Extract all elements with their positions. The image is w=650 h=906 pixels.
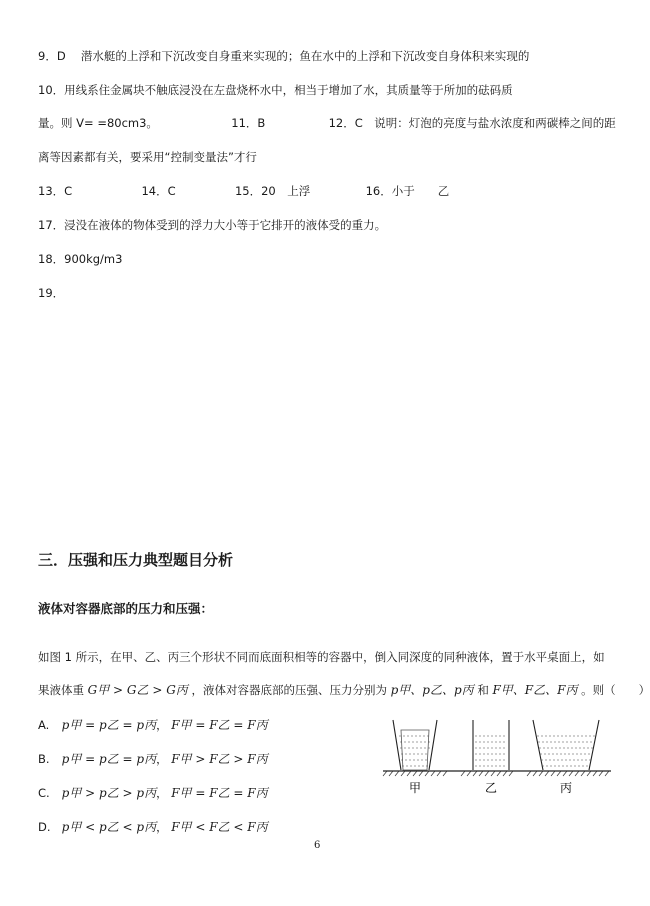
table-surface	[383, 771, 611, 776]
question-line2	[38, 682, 650, 698]
pressure-vars: p甲、p乙、p丙	[390, 683, 474, 697]
question-end: 。则（ ）	[581, 683, 650, 697]
option-letter: C.	[38, 786, 50, 800]
option-force: F甲 > F乙 > F丙	[171, 752, 268, 766]
question-line1: 如图 1 所示，在甲、乙、丙三个形状不同而底面积相等的容器中，倒入同深度的同种液体，置于水平桌面上，如	[38, 650, 605, 664]
figure-label-jia: 甲	[408, 781, 422, 795]
answer-15: 15．20 上浮	[234, 184, 311, 198]
option-pressure: p甲 > p乙 > p丙	[61, 786, 157, 800]
option-a[interactable]: A. p甲 = p乙 = p丙， F甲 = F乙 = F丙	[38, 718, 268, 732]
option-c[interactable]: C. p甲 > p乙 > p丙， F甲 = F乙 = F丙	[38, 786, 268, 800]
answer-19: 19．	[38, 286, 65, 300]
option-letter: D.	[38, 820, 51, 834]
answer-17: 17．浸没在液体的物体受到的浮力大小等于它排开的液体受的重力。	[38, 218, 387, 232]
and-word: 和	[477, 683, 489, 697]
answer-11: 11．B	[231, 116, 266, 130]
option-letter: B.	[38, 752, 50, 766]
section-title: 三．压强和压力典型题目分析	[38, 551, 234, 569]
answer-14: 14．C	[141, 184, 176, 198]
answer-18: 18．900kg/m3	[38, 252, 123, 266]
answers-13-16-line	[38, 183, 449, 199]
answer-13: 13．C	[38, 184, 73, 198]
question-prefix: 果液体重	[38, 683, 84, 697]
option-letter: A.	[38, 718, 50, 732]
option-pressure: p甲 = p乙 = p丙	[61, 718, 157, 732]
question-middle: ，液体对容器底部的压强、压力分别为	[191, 683, 387, 697]
answer-16: 16．小于 乙	[365, 184, 450, 198]
option-pressure: p甲 = p乙 = p丙	[61, 752, 157, 766]
figure-label-yi: 乙	[484, 781, 498, 795]
force-vars: F甲、F乙、F丙	[492, 683, 578, 697]
option-force: F甲 < F乙 < F丙	[171, 820, 268, 834]
answer-10-11-12-line	[38, 115, 616, 131]
section-subtitle: 液体对容器底部的压力和压强：	[38, 601, 214, 616]
option-pressure: p甲 < p乙 < p丙	[61, 820, 157, 834]
answer-9: 9．D 潜水艇的上浮和下沉改变自身重来实现的；鱼在水中的上浮和下沉改变自身体积来实现的	[38, 49, 530, 63]
containers-figure	[383, 716, 613, 796]
container-bing	[533, 720, 599, 770]
page-number: 6	[314, 840, 321, 851]
answer-10-volume: 量。则 V= =80cm3。	[38, 116, 158, 130]
answer-12: 12．C 说明：灯泡的亮度与盐水浓度和两碳棒之间的距	[328, 116, 616, 130]
option-d[interactable]: D. p甲 < p乙 < p丙， F甲 < F乙 < F丙	[38, 820, 268, 834]
answer-12-line2: 离等因素都有关，要采用“控制变量法”才行	[38, 150, 257, 164]
answer-10-line1: 10．用线系住金属块不触底浸没在左盘烧杯水中，相当于增加了水，其质量等于所加的砝码质	[38, 83, 513, 97]
figure-label-bing: 丙	[559, 781, 573, 795]
option-b[interactable]: B. p甲 = p乙 = p丙， F甲 > F乙 > F丙	[38, 752, 268, 766]
weights-relation: G甲 > G乙 > G丙	[87, 683, 188, 697]
container-jia	[393, 720, 437, 770]
container-yi	[473, 720, 509, 770]
option-force: F甲 = F乙 = F丙	[171, 718, 268, 732]
option-force: F甲 = F乙 = F丙	[171, 786, 268, 800]
